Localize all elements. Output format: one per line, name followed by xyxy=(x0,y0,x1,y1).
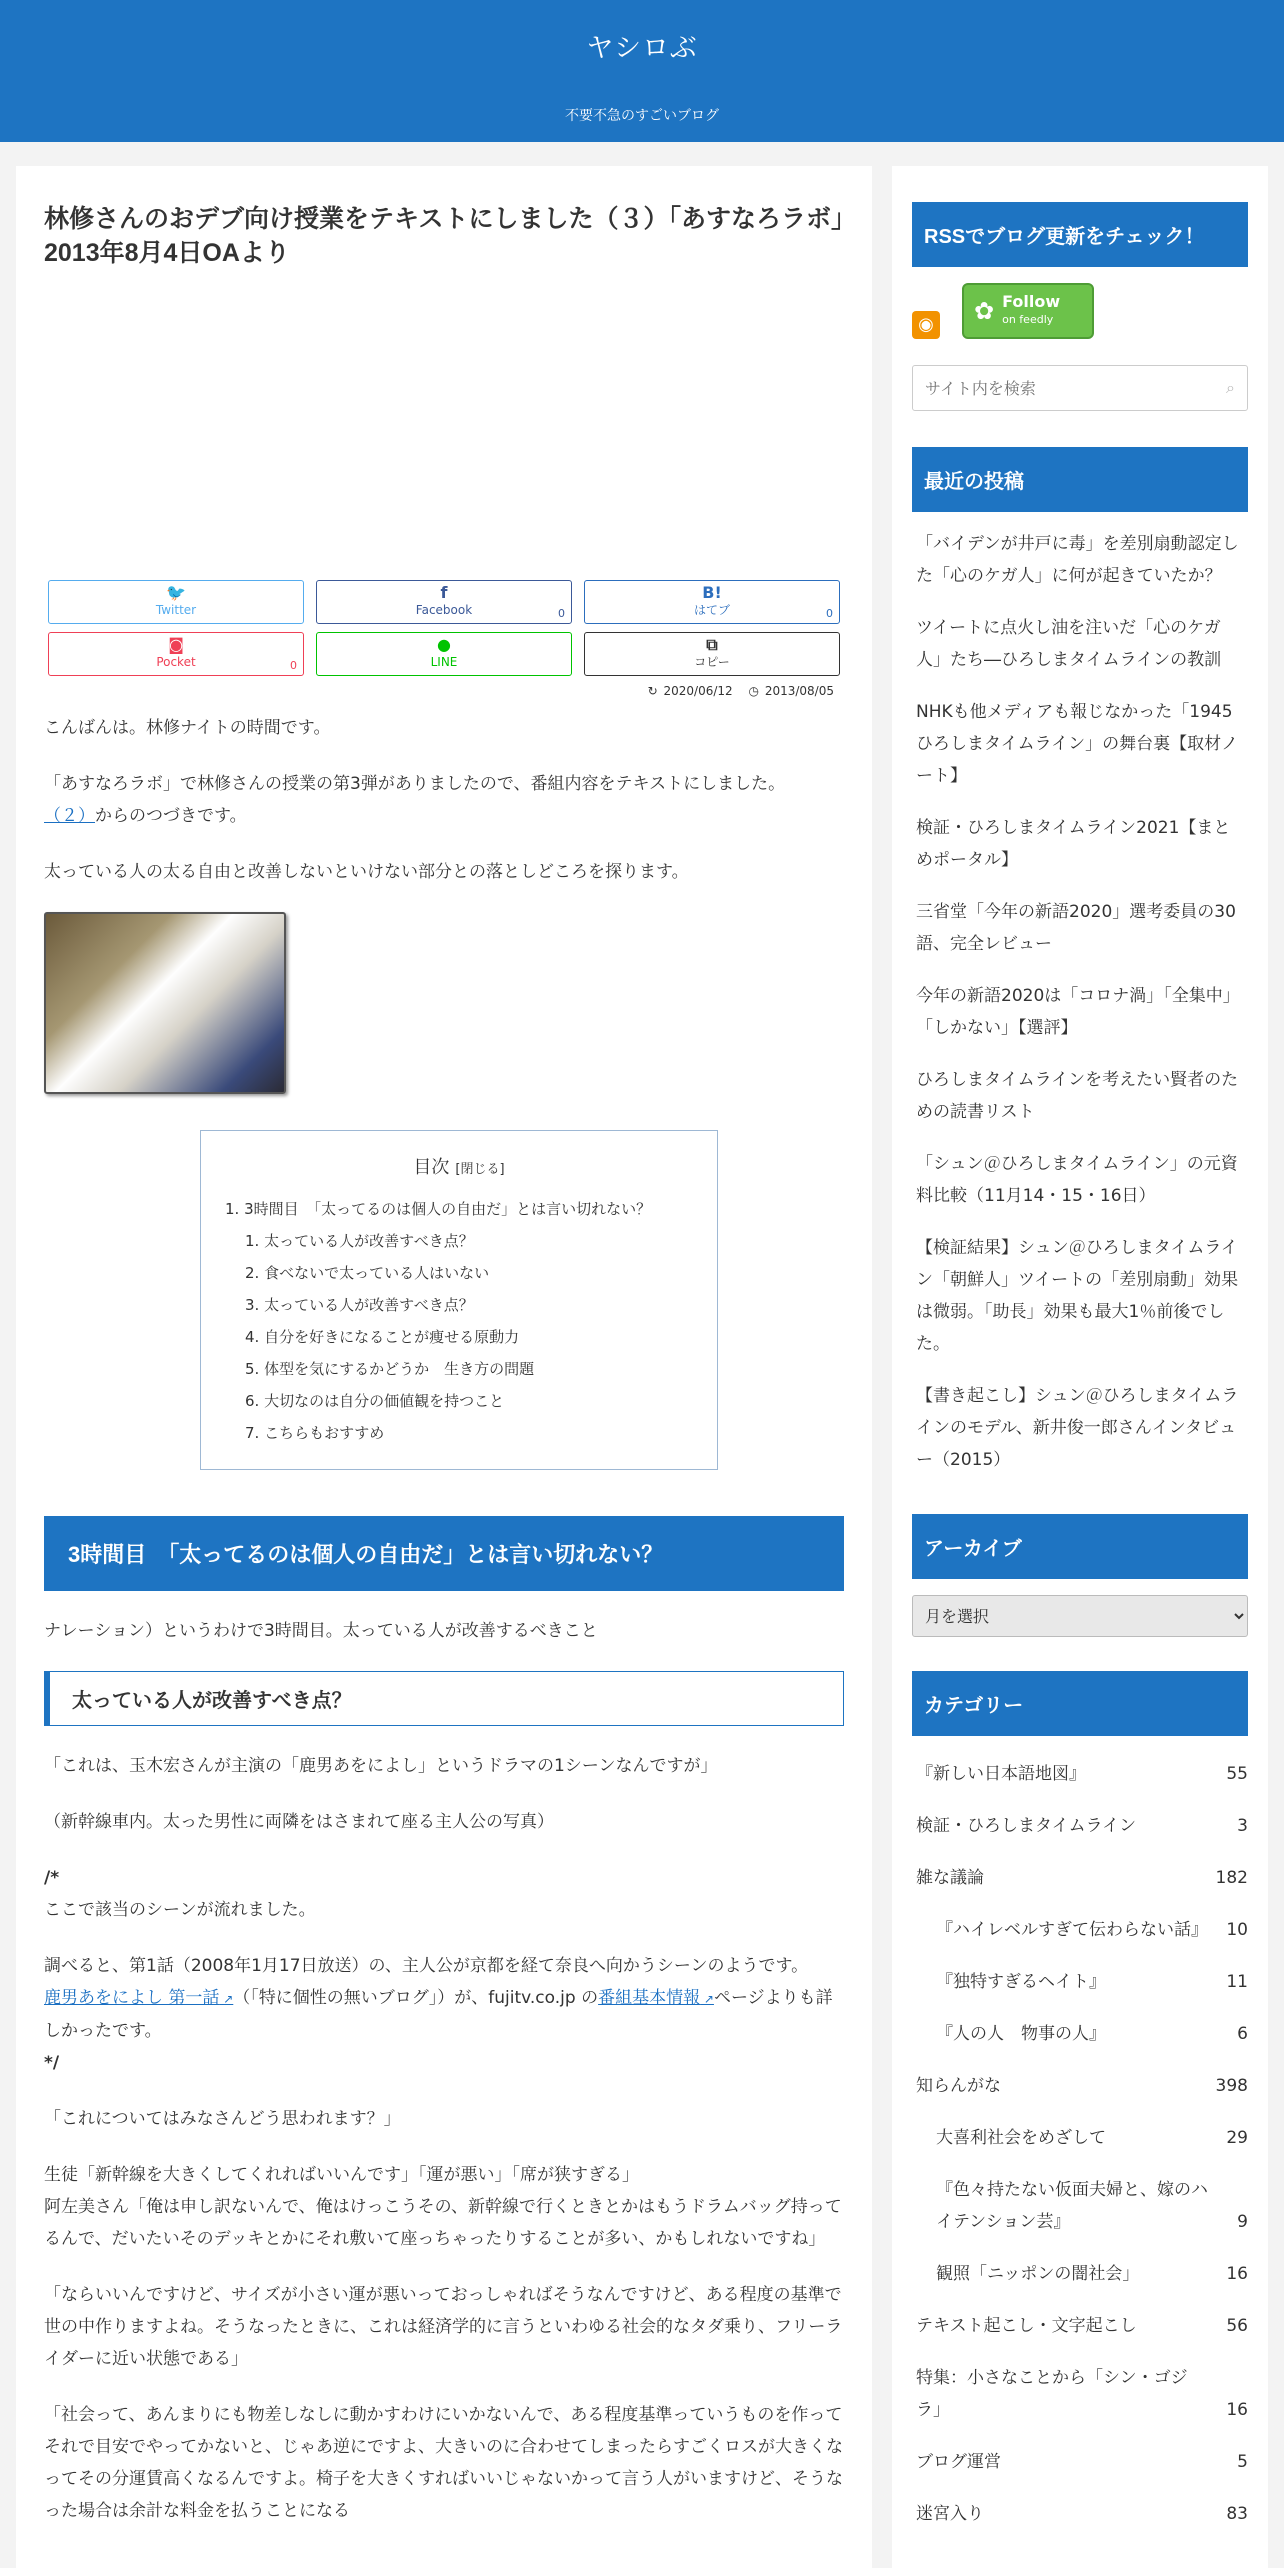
category-count: 16 xyxy=(1226,2264,1248,2284)
search-input[interactable] xyxy=(913,366,1247,410)
toc-item[interactable]: 4. 自分を好きになることが痩せる原動力 xyxy=(245,1328,520,1346)
recent-post-link[interactable]: 今年の新語2020は「コロナ渦」「全集中」「しかない」【選評】 xyxy=(916,986,1240,1038)
paragraph: （新幹線車内。太った男性に両隣をはさまれて座る主人公の写真） xyxy=(44,1812,554,1832)
toc-item[interactable]: 6. 大切なのは自分の価値観を持つこと xyxy=(245,1392,505,1410)
section-heading: 3時間目 「太ってるのは個人の自由だ」とは言い切れない？ xyxy=(44,1516,844,1591)
paragraph: /* ここで該当のシーンが流れました。 xyxy=(44,1868,316,1920)
category-count: 29 xyxy=(1226,2128,1248,2148)
category-count: 5 xyxy=(1237,2452,1248,2472)
paragraph: 「あすなろラボ」で林修さんの授業の第3弾がありましたので、番組内容をテキストにしました。 （２）からのつづきです。 xyxy=(44,774,786,826)
paragraph: 「これは、玉木宏さんが主演の「鹿男あをによし」というドラマの1シーンなんですが」 xyxy=(44,1756,718,1776)
fat-cat-image xyxy=(44,912,286,1094)
category-item[interactable]: 『新しい日本語地図』 55 xyxy=(912,1748,1248,1800)
toc-toggle[interactable]: [閉じる] xyxy=(455,1162,505,1177)
sidebar xyxy=(892,166,1268,2568)
recent-post-link[interactable]: ツイートに点火し油を注いだ「心のケガ人」たち―ひろしまタイムラインの教訓 xyxy=(916,618,1222,670)
share-count: 0 xyxy=(826,607,833,620)
recent-post-link[interactable]: NHKも他メディアも報じなかった「1945ひろしまタイムライン」の舞台裏【取材ノート】 xyxy=(916,702,1239,786)
article-title: 林修さんのおデブ向け授業をテキストにしました（３）「あすなろラボ」2013年8月4日OAより xyxy=(44,205,844,267)
recent-post-link[interactable]: 「バイデンが井戸に毒」を差別扇動認定した「心のケガ人」に何が起きていたか？ xyxy=(916,534,1239,586)
subsection-heading: 太っている人が改善すべき点？ xyxy=(44,1671,844,1726)
recent-post-link[interactable]: 「シュン＠ひろしまタイムライン」の元資料比較（11月14・15・16日） xyxy=(916,1154,1238,1206)
paragraph: 調べると、第1話（2008年1月17日放送）の、主人公が京都を経て奈良へ向かうシーンのようです。 鹿男あをによし 第一話 ↗ （「特に個性の無いブログ」）が、fujitv.co.jp の番組基本情報 ↗ ページよりも詳しかったです。 xyxy=(44,1950,844,2047)
category-count: 9 xyxy=(1237,2212,1248,2232)
ad-space xyxy=(44,270,844,580)
copy-icon: ⧉ xyxy=(706,635,718,654)
category-count: 56 xyxy=(1226,2316,1248,2336)
main-content xyxy=(16,166,872,2568)
share-count: 0 xyxy=(558,607,565,620)
feedly-follow-button[interactable]: ✿ Follow on feedly xyxy=(962,283,1094,339)
paragraph: 太っている人の太る自由と改善しないといけない部分との落としどころを探ります。 xyxy=(44,862,689,882)
toc-title: 目次 [閉じる] xyxy=(413,1157,505,1178)
toc-item[interactable]: 5. 体型を気にするかどうか 生き方の問題 xyxy=(245,1360,535,1378)
category-count: 10 xyxy=(1226,1920,1248,1940)
category-count: 6 xyxy=(1237,2024,1248,2044)
category-item[interactable]: 『独特すぎるヘイト』 11 xyxy=(912,1956,1248,2008)
archive-dropdown-wrap xyxy=(912,1595,1248,1637)
share-count: 0 xyxy=(290,659,297,672)
updated-icon: ↻ xyxy=(647,684,658,698)
toc-item[interactable]: 1. 太っている人が改善すべき点？ xyxy=(245,1232,474,1250)
share-label: Facebook xyxy=(415,603,473,617)
category-title: カテゴリー xyxy=(912,1671,1248,1736)
updated-date: 2020/06/12 xyxy=(663,684,733,698)
toc-item[interactable]: 3. 太っている人が改善すべき点？ xyxy=(245,1296,474,1314)
twitter-icon: 🐦 xyxy=(166,583,186,602)
site-header xyxy=(0,0,1284,142)
category-item[interactable]: テキスト起こし・文字起こし 56 xyxy=(912,2300,1248,2352)
share-buttons-bottom xyxy=(44,632,844,676)
site-name[interactable]: ヤシロぶ xyxy=(586,33,698,64)
category-item[interactable]: 特集：小さなことから「シン・ゴジラ」 16 xyxy=(912,2352,1248,2436)
category-count: 83 xyxy=(1226,2504,1248,2524)
recent-post-link[interactable]: 検証・ひろしまタイムライン2021【まとめポータル】 xyxy=(916,818,1231,870)
recent-posts-title: 最近の投稿 xyxy=(912,447,1248,512)
share-label: LINE xyxy=(430,655,458,669)
category-item[interactable]: 観照「ニッポンの闇社会」 16 xyxy=(912,2248,1248,2300)
published-date: 2013/08/05 xyxy=(764,684,834,698)
rss-icon[interactable]: ◉ xyxy=(912,311,940,339)
archive-month-select[interactable] xyxy=(912,1595,1248,1637)
share-label: Twitter xyxy=(155,603,197,617)
recent-posts-list xyxy=(912,512,1248,1480)
search-box xyxy=(912,365,1248,411)
line-share-button[interactable] xyxy=(316,632,572,676)
share-label: Pocket xyxy=(156,655,196,669)
site-tagline: 不要不急のすごいブログ xyxy=(565,108,719,124)
twitter-share-button[interactable] xyxy=(48,580,304,624)
share-label: コピー xyxy=(694,655,730,669)
feedly-icon: ✿ xyxy=(974,297,995,325)
pocket-icon: ◙ xyxy=(168,635,184,654)
rss-widget-title: RSSでブログ更新をチェック！ xyxy=(912,202,1248,267)
paragraph: ナレーション）というわけで3時間目。太っている人が改善するべきこと xyxy=(44,1621,598,1641)
program-info-link[interactable]: 番組基本情報 ↗ xyxy=(598,1988,714,2008)
category-count: 3 xyxy=(1237,1816,1248,1836)
facebook-share-button[interactable] xyxy=(316,580,572,624)
recent-post-link[interactable]: ひろしまタイムラインを考えたい賢者のための読書リスト xyxy=(916,1070,1239,1122)
paragraph: 「ならいいんですけど、サイズが小さい運が悪いっておっしゃればそうなんですけど、ある程度の基準で世の中作りますよね。そうなったときに、これは経済学的に言うといわゆる社会的なタダ乗り、フリーライダーに近い状態である」 xyxy=(44,2285,843,2369)
category-item[interactable]: 『色々持たない仮面夫婦と、嫁のハイテンション芸』 9 xyxy=(912,2164,1248,2248)
category-count: 398 xyxy=(1215,2076,1248,2096)
category-item[interactable]: ブログ運営 5 xyxy=(912,2436,1248,2488)
table-of-contents xyxy=(200,1130,718,1470)
category-item[interactable]: 『ハイレベルすぎて伝わらない話』 10 xyxy=(912,1904,1248,1956)
paragraph: こんばんは。林修ナイトの時間です。 xyxy=(44,718,331,738)
category-item[interactable]: 知らんがな 398 xyxy=(912,2060,1248,2112)
copy-button[interactable] xyxy=(584,632,840,676)
recent-post-link[interactable]: 【検証結果】シュン＠ひろしまタイムライン「朝鮮人」ツイートの「差別扇動」効果は微弱。「助長」効果も最大1％前後でした。 xyxy=(916,1238,1239,1354)
toc-item[interactable]: 1. 3時間目 「太ってるのは個人の自由だ」とは言い切れない？ xyxy=(225,1200,652,1218)
facebook-icon: f xyxy=(440,583,448,602)
category-item[interactable]: 雑な議論 182 xyxy=(912,1852,1248,1904)
toc-item[interactable]: 2. 食べないで太っている人はいない xyxy=(245,1264,490,1282)
category-item[interactable]: 『人の人 物事の人』 6 xyxy=(912,2008,1248,2060)
paragraph: */ xyxy=(44,2053,60,2073)
category-count: 182 xyxy=(1215,1868,1248,1888)
clock-icon: ◷ xyxy=(748,684,759,698)
category-item[interactable]: 迷宮入り 83 xyxy=(912,2488,1248,2540)
post-dates xyxy=(44,684,844,698)
share-buttons-top xyxy=(44,580,844,624)
category-count: 11 xyxy=(1226,1972,1248,1992)
toc-item[interactable]: 7. こちらもおすすめ xyxy=(245,1424,385,1442)
share-label: はてブ xyxy=(693,603,730,617)
hatena-share-button[interactable] xyxy=(584,580,840,624)
category-count: 55 xyxy=(1226,1764,1248,1784)
episode-link[interactable]: 鹿男あをによし 第一話 ↗ xyxy=(44,1988,233,2008)
paragraph: 「社会って、あんまりにも物差しなしに動かすわけにいかないんで、ある程度基準っていうものを作ってそれで目安でやってかないと、じゃあ逆にですよ、大きいのに合わせてしまったらすごくロスが大きくなってその分運賃高くなるんですよ。椅子を大きくすればいいじゃないかって言う人がいますけど、そうなった場合は余計な料金を払うことになる xyxy=(44,2405,843,2521)
paragraph: 「これについてはみなさんどう思われます？」 xyxy=(44,2109,401,2129)
paragraph: 生徒「新幹線を大きくしてくれればいいんです」「運が悪い」「席が狭すぎる」 阿左美さん「俺は申し訳ないんで、俺はけっこうその、新幹線で行くときとかはもうドラムバッグ持ってるんで、だいたいそのデッキとかにそれ敷いて座っちゃったりすることが多い、かもしれないですね」 xyxy=(44,2165,842,2249)
recent-post-link[interactable]: 【書き起こし】シュン＠ひろしまタイムラインのモデル、新井俊一郎さんインタビュー（2015） xyxy=(916,1386,1239,1470)
pocket-share-button[interactable] xyxy=(48,632,304,676)
hatena-icon: B! xyxy=(702,583,722,602)
category-count: 16 xyxy=(1226,2400,1248,2420)
archive-title: アーカイブ xyxy=(912,1514,1248,1579)
search-icon[interactable]: ⌕ xyxy=(1226,378,1235,397)
line-icon: ● xyxy=(437,635,451,654)
previous-part-link[interactable]: （２） xyxy=(44,806,95,826)
rss-follow-row xyxy=(912,283,1248,339)
recent-post-link[interactable]: 三省堂「今年の新語2020」選考委員の30語、完全レビュー xyxy=(916,902,1236,954)
category-list xyxy=(912,1736,1248,2540)
category-item[interactable]: 大喜利社会をめざして 29 xyxy=(912,2112,1248,2164)
category-item[interactable]: 検証・ひろしまタイムライン 3 xyxy=(912,1800,1248,1852)
